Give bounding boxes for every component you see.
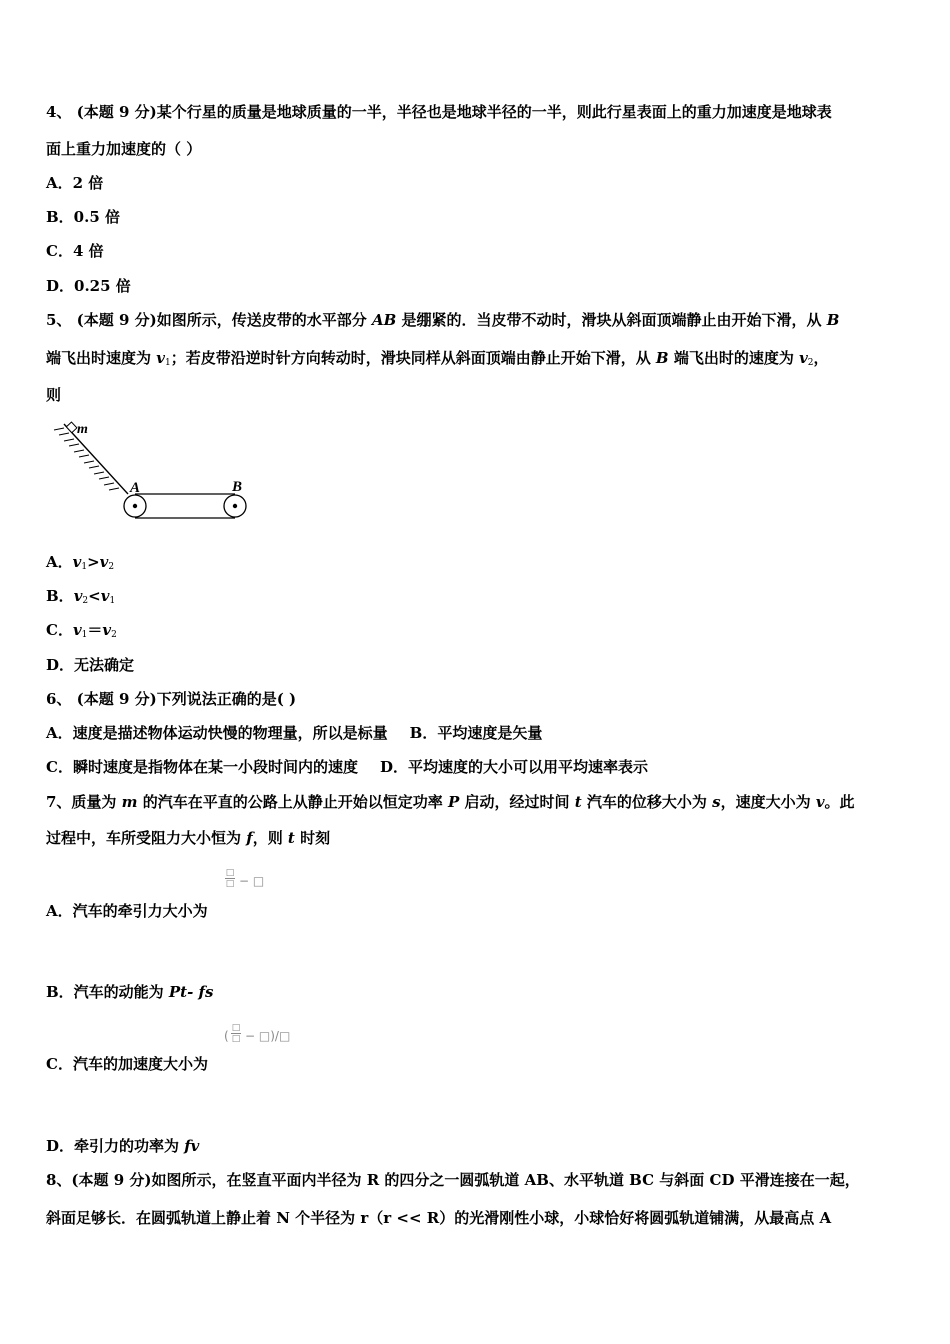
q8-stem-line2: 斜面足够长．在圆弧轨道上静止着 N 个半径为 r（r << R）的光滑刚性小球，小球恰好将圆弧轨道铺满，从最高点 A: [46, 1209, 832, 1227]
q7-option-b: B．汽车的动能为 Pt- fs: [46, 983, 214, 1001]
q7-option-c: C．汽车的加速度大小为: [46, 1055, 208, 1073]
q5-option-a: A．$v_1>v_2$: [46, 553, 115, 572]
figure-label-a: A: [130, 480, 141, 496]
q4-option-d: D．0.25 倍: [46, 277, 131, 295]
q5-option-c: C．$v_1=v_2$: [46, 621, 117, 640]
figure-label-b: B: [232, 479, 243, 495]
q7-stem-line2: 过程中，车所受阻力大小恒为 f，则 t 时刻: [46, 829, 331, 847]
q6-options-cd: C．瞬时速度是指物体在某一小段时间内的速度 D．平均速度的大小可以用平均速率表示: [46, 758, 648, 776]
q4-option-c: C．4 倍: [46, 242, 104, 260]
q4-option-a: A．2 倍: [46, 174, 104, 192]
q8-stem-line1: 8、(本题 9 分)如图所示，在竖直平面内半径为 R 的四分之一圆弧轨道 AB、水平轨道 BC 与斜面 CD 平滑连接在一起，: [46, 1171, 860, 1189]
q6-options-ab: A．速度是描述物体运动快慢的物理量，所以是标量 B．平均速度是矢量: [46, 724, 543, 742]
q5-option-b: B．$v_2<v_1$: [46, 587, 116, 606]
q7-stem-line1: 7、质量为 m 的汽车在平直的公路上从静止开始以恒定功率 P 启动，经过时间 t 汽车的位移大小为 s，速度大小为 v。此: [46, 793, 855, 811]
q7-formula-c: □ □: [231, 1023, 241, 1044]
q7-option-d: D．牵引力的功率为 fv: [46, 1137, 200, 1155]
q6-stem: 6、 (本题 9 分)下列说法正确的是( ): [46, 690, 297, 708]
q7-formula-c-rest: − □)/□: [245, 1029, 291, 1043]
q5-stem-line2: 端飞出时速度为 $v_1$；若皮带沿逆时针方向转动时，滑块同样从斜面顶端由静止开始下滑，从 B 端飞出时的速度为 $v_2$，: [46, 349, 829, 368]
q4-option-b: B．0.5 倍: [46, 208, 120, 226]
q5-option-d: D．无法确定: [46, 656, 135, 674]
q4-stem-line1: 4、 (本题 9 分)某个行星的质量是地球质量的一半，半径也是地球半径的一半，则此行星表面上的重力加速度是地球表: [46, 103, 832, 121]
q4-stem-line2: 面上重力加速度的（ ）: [46, 140, 202, 158]
q7-option-a: A．汽车的牵引力大小为: [46, 902, 208, 920]
conveyor-figure: [50, 418, 260, 526]
q5-stem-line3: 则: [46, 386, 62, 404]
q7-formula-a: □ □: [225, 868, 235, 889]
figure-label-m: m: [77, 422, 88, 437]
q7-formula-c-open: (: [224, 1029, 229, 1043]
q5-stem-line1: 5、 (本题 9 分)如图所示，传送皮带的水平部分 AB 是绷紧的．当皮带不动时，滑块从斜面顶端静止由开始下滑，从 B: [46, 311, 840, 329]
q7-formula-a-rest: − □: [239, 874, 265, 888]
